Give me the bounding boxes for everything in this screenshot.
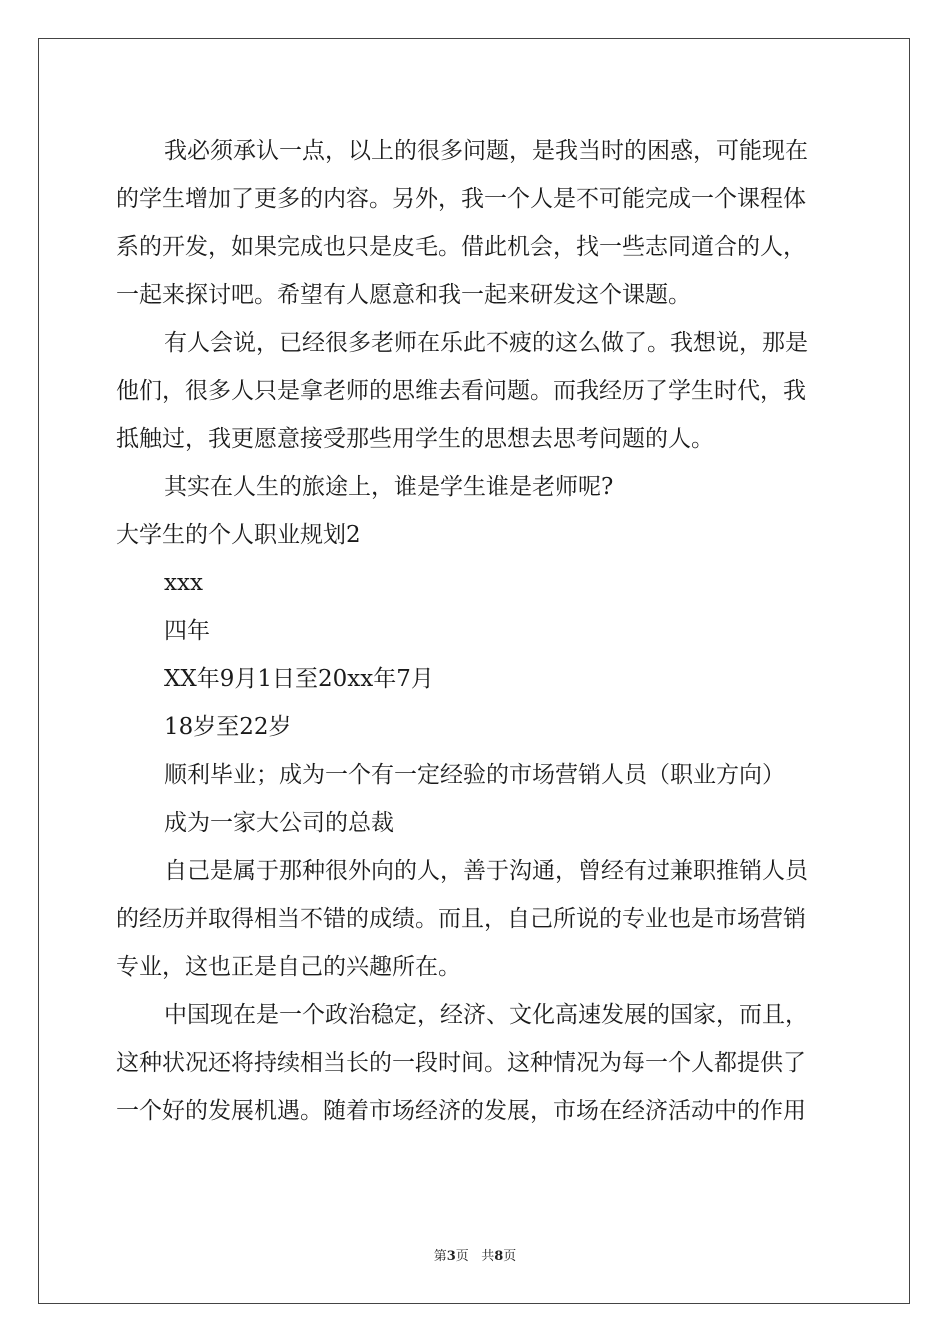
document-body <box>116 127 836 1135</box>
text-line: 四年 <box>164 618 210 644</box>
page-number: 3 <box>446 1249 456 1264</box>
page-suffix: 页 <box>455 1249 469 1264</box>
text-line: 这种状况还将持续相当长的一段时间。这种情况为每一个人都提供了 <box>116 1050 806 1076</box>
total-pages: 8 <box>494 1249 504 1264</box>
text-line: 的学生增加了更多的内容。另外，我一个人是不可能完成一个课程体 <box>116 186 806 212</box>
text-line: 有人会说，已经很多老师在乐此不疲的这么做了。我想说，那是 <box>164 330 808 356</box>
text-line: 他们，很多人只是拿老师的思维去看问题。而我经历了学生时代，我 <box>116 378 806 404</box>
page-prefix: 第 <box>433 1249 447 1264</box>
total-suffix: 页 <box>503 1249 517 1264</box>
text-line: 的经历并取得相当不错的成绩。而且，自己所说的专业也是市场营销 <box>116 906 806 932</box>
text-line: 自己是属于那种很外向的人，善于沟通，曾经有过兼职推销人员 <box>164 858 808 884</box>
text-line: 我必须承认一点，以上的很多问题，是我当时的困惑，可能现在 <box>164 138 808 164</box>
text-line: XX年9月1日至20xx年7月 <box>164 666 434 692</box>
text-line: 其实在人生的旅途上，谁是学生谁是老师呢? <box>164 474 614 500</box>
text-line: 一起来探讨吧。希望有人愿意和我一起来研发这个课题。 <box>116 282 691 308</box>
text-line: 顺利毕业；成为一个有一定经验的市场营销人员（职业方向） <box>164 762 785 788</box>
text-line: 中国现在是一个政治稳定，经济、文化高速发展的国家，而且， <box>164 1002 808 1028</box>
text-line: 大学生的个人职业规划2 <box>116 522 361 548</box>
text-line: 18岁至22岁 <box>164 714 292 740</box>
page-footer <box>0 1248 950 1266</box>
total-prefix: 共 <box>481 1249 495 1264</box>
text-line: 一个好的发展机遇。随着市场经济的发展，市场在经济活动中的作用 <box>116 1098 806 1124</box>
text-line: 抵触过，我更愿意接受那些用学生的思想去思考问题的人。 <box>116 426 714 452</box>
text-line: xxx <box>164 570 203 596</box>
text-line: 系的开发，如果完成也只是皮毛。借此机会，找一些志同道合的人， <box>116 234 806 260</box>
text-line: 成为一家大公司的总裁 <box>164 810 394 836</box>
text-line: 专业，这也正是自己的兴趣所在。 <box>116 954 461 980</box>
